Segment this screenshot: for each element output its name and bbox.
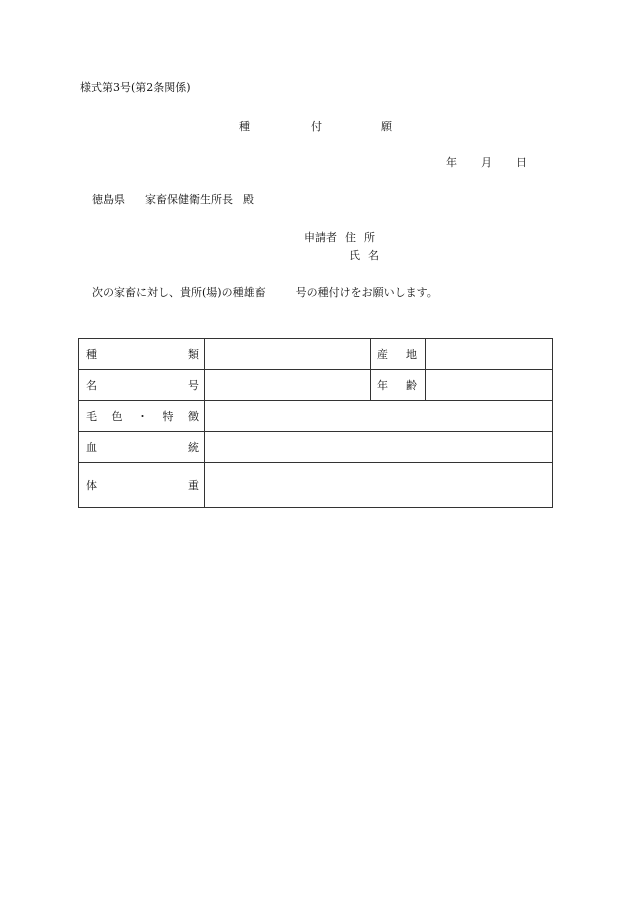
document-title — [0, 120, 630, 134]
kind-label — [79, 339, 205, 370]
name-label-char: 名 — [368, 249, 379, 262]
lineage-value-cell[interactable] — [205, 432, 553, 463]
kind-value-cell[interactable] — [205, 339, 371, 370]
request-text-before: 次の家畜に対し、貴所(場)の種雄畜 — [92, 286, 266, 299]
label-char: 地 — [406, 348, 417, 361]
coat-features-label — [79, 401, 205, 432]
applicant-address-line — [304, 231, 375, 245]
request-text — [92, 286, 438, 300]
label-char: 統 — [188, 441, 199, 454]
coat-features-value-cell[interactable] — [205, 401, 553, 432]
date-day-label: 日 — [516, 156, 527, 169]
weight-label — [79, 463, 205, 508]
label-char: 種 — [86, 348, 97, 361]
applicant-name-line — [349, 249, 379, 263]
table-row — [79, 370, 553, 401]
name-label — [79, 370, 205, 401]
label-char: 色 — [111, 410, 123, 423]
label-char: 年 — [377, 379, 388, 392]
addressee-prefecture: 徳島県 — [92, 193, 125, 206]
origin-label — [371, 339, 426, 370]
address-label-char: 所 — [364, 231, 375, 244]
label-char: 産 — [377, 348, 388, 361]
title-char: 種 — [239, 120, 250, 133]
label-char: ・ — [137, 410, 148, 423]
date-line — [0, 156, 630, 170]
label-char: 徴 — [188, 410, 199, 423]
addressee — [92, 193, 254, 207]
lineage-label — [79, 432, 205, 463]
addressee-honorific: 殿 — [243, 193, 254, 206]
title-char: 付 — [311, 120, 322, 133]
weight-value-cell[interactable] — [205, 463, 553, 508]
label-char: 名 — [86, 379, 97, 392]
address-label-char: 住 — [345, 231, 356, 244]
age-value-cell[interactable] — [426, 370, 553, 401]
applicant-role: 申請者 — [304, 231, 337, 244]
addressee-office: 家畜保健衛生所長 — [145, 193, 233, 206]
label-char: 血 — [86, 441, 97, 454]
label-char: 号 — [188, 379, 199, 392]
livestock-info-table — [78, 338, 553, 508]
age-label — [371, 370, 426, 401]
table-row — [79, 432, 553, 463]
title-char: 願 — [381, 120, 392, 133]
label-char: 類 — [188, 348, 199, 361]
label-char: 毛 — [86, 410, 97, 423]
label-char: 特 — [162, 410, 174, 423]
date-year-label: 年 — [446, 156, 457, 169]
origin-value-cell[interactable] — [426, 339, 553, 370]
label-char: 齢 — [406, 379, 417, 392]
table-row — [79, 339, 553, 370]
label-char: 重 — [188, 479, 199, 492]
table-row — [79, 401, 553, 432]
table-row — [79, 463, 553, 508]
form-number: 様式第3号(第2条関係) — [80, 81, 191, 94]
label-char: 体 — [86, 479, 97, 492]
name-label-char: 氏 — [349, 249, 360, 262]
date-month-label: 月 — [481, 156, 492, 169]
name-value-cell[interactable] — [205, 370, 371, 401]
request-text-after: 号の種付けをお願いします。 — [295, 286, 438, 299]
